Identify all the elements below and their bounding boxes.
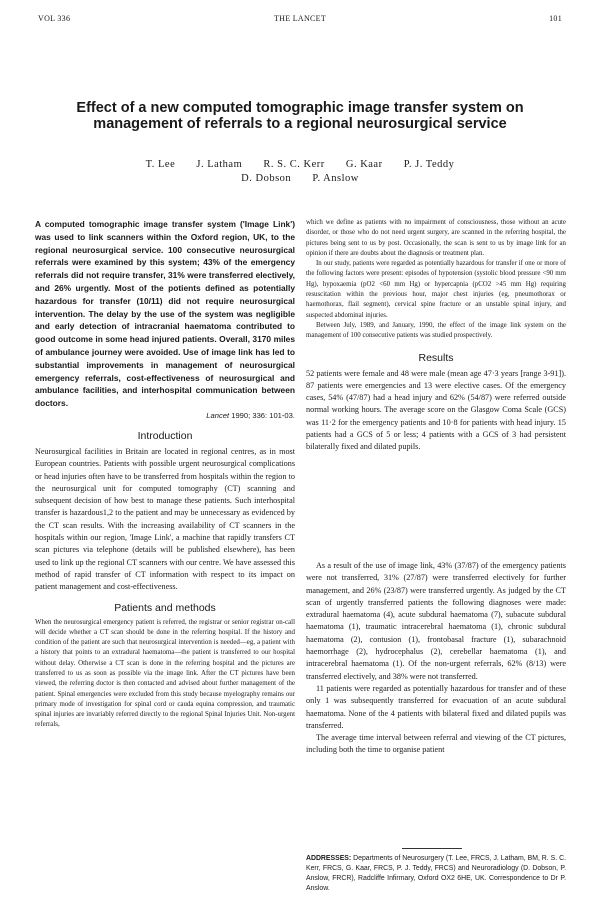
author: D. Dobson — [241, 173, 292, 184]
addresses-label: ADDRESSES: — [306, 855, 352, 862]
author: P. Anslow — [312, 173, 359, 184]
introduction-text: Neurosurgical facilities in Britain are located in regional centres, as in most European countries. Patients with possible urgent neurosurgical complications or head injuries often have to be transferred from hospitals within the region to the neurosurgical unit for computed tomography (CT) scanning and subsequent decision of how best to manage these patients. Such interhospital transfer is hazardous1,2 to the patient and may be unnecessary as evidenced by the CT scan results. With the increasing availability of CT scanners in the hospitals within our region, 'Image Link', a machine that rapidly transfers CT scan pictures via telephone (details will be published elsewhere), has been used to link up the regional CT scanners with our centre. We have assessed this method of rapid transfer of CT information with respect to its impact on patient management and cost-effectiveness. — [35, 446, 295, 592]
footnote-rule — [402, 848, 462, 849]
introduction-heading: Introduction — [137, 429, 193, 442]
addresses-text: Departments of Neurosurgery (T. Lee, FRCS, J. Latham, BM, R. S. C. Kerr, FRCS, G. Kaar, FRCS, P. J. Teddy, FRCS) and Neuroradiology (D. Dobson, P. Anslow, FRCR), Radcliffe Infirmary, Oxford OX2 6HE, UK. Correspondence to Dr P. Anslow. — [306, 855, 566, 892]
citation-journal: Lancet — [206, 410, 230, 420]
author: T. Lee — [145, 159, 176, 170]
results-paragraph: 52 patients were female and 48 were male (mean age 47·3 years [range 3-91]). 87 patients were emergencies and 13 were elective cases. Of the emergency cases, 54% (47/87) had a head injury and 62% (54/87) were referred outside normal working hours. The average score on the Glasgow Coma Scale (GCS) was 11·2 for the emergency patients and 10·8 for patients with head injury. 15 patients had a GCS of 5 or less; 4 patients with a GCS of 3 had persistent bilaterally fixed and dilated pupils. — [306, 368, 566, 452]
paragraph: which we define as patients with no impairment of consciousness, those without an acute disorder, or those who do not need urgent surgery, are scanned in the referring hospital, the pictures being sent to us by post. Occasionally, the scan is sent to us by image link for an opinion if there are doubts about the diagnosis or treatment plan. — [306, 219, 566, 257]
article-title: Effect of a new computed tomographic image transfer system on management of referrals to a regional neurosurgical service — [76, 100, 524, 132]
citation — [35, 410, 295, 422]
left-column — [35, 218, 295, 890]
author-list — [60, 158, 540, 186]
author-line-2 — [60, 172, 540, 186]
results-paragraph: 11 patients were regarded as potentially hazardous for transfer and of these only 1 was subsequently transferred for evacuation of an acute subdural haematoma. None of the 4 patients with bilateral fixed and dilated pupils was transferred. — [306, 683, 566, 730]
results-paragraph: The average time interval between referral and viewing of the CT pictures, including both the time to organise patient — [306, 733, 566, 755]
volume-number: VOL 336 — [38, 14, 71, 23]
abstract: A computed tomographic image transfer system ('Image Link') was used to link scanners within the Oxford region, UK, to the regional neurosurgical service. 100 consecutive neurosurgical referrals were examined by this system; 43% of the emergency referrals did not require transfer, 31% were transferred electively, and 26% urgently. Most of the potients defined as potentially hazardous for transfer (10/11) did not require neurosurgical intervention. The delay by the use of the system was negligible and early detection of intracranial haematoma contributed to good outcome in some head injured patients. Overall, 3170 miles of ambulance journey were avoided. Use of image link has led to substantial improvements in management of neurosurgical emergency referrals, cost-effectiveness of neurosurgical and ambulance facilities, and interhospital communication between doctors. — [35, 219, 295, 409]
author: J. Latham — [196, 159, 243, 170]
paragraph: Between July, 1989, and January, 1990, the effect of the image link system on the management of 100 consecutive patients was studied prospectively. — [306, 321, 566, 340]
author: P. J. Teddy — [403, 159, 455, 170]
addresses — [306, 854, 566, 894]
methods-text: When the neurosurgical emergency patient is referred, the registrar or senior registrar on-call will decide whether a CT scan should be done in the referring hospital. If the history and condition of the patient are such that neurosurgical intervention is needed—eg, a patient with a history that points to an extradural haematoma—the patient is transferred to our hospital without delay. Otherwise a CT scan is done in the referring hospital and the pictures are transferred to us as soon as possible via the image link. After the CT pictures have been viewed, the referring doctor is then contacted and advised about further management of the patient. Spinal emergencies were excluded from this study because myelography remains our primary mode of investigation for spinal cord or cauda equina compression, and traumatic spinal injuries are invariably referred directly to the regional Spinal Injuries Unit. Non-urgent referrals, — [35, 618, 295, 729]
author: G. Kaar — [345, 159, 383, 170]
right-column — [306, 218, 566, 563]
page-number: 101 — [549, 14, 562, 23]
author-line-1 — [60, 158, 540, 172]
journal-name: THE LANCET — [273, 14, 327, 23]
results-paragraph: As a result of the use of image link, 43% (37/87) of the emergency patients were not transferred, 31% (27/87) were transferred electively for further management, and 26% (23/87) were transferred urgently. As judged by the CT scan of urgently transferred patients the following diagnoses were made: extradural haematoma (4), acute subdural haematoma (7), subacute subdural haematoma (1), traumatic intracerebral haematoma (1), chronic subdural haematoma (2), contusion (1), frontobasal fracture (1), subarachnoid haemorrhage (2), hydrocephalus (2), cerebellar haematoma (1), and intracerebral haematoma (1). Of the non-urgent referrals, 62% (8/13) were transferred electively, and 38% were not transferred. — [306, 561, 566, 681]
paragraph: In our study, patients were regarded as potentially hazardous for transfer if one or more of the following factors were present: episodes of hypotension (systolic blood pressure <90 mm Hg), hypoxaemia (pO2 <60 mm Hg) or hypercapnia (pCO2 >45 mm Hg) requiring resuscitation within the previous hour, major chest injuries (eg, pneumothorax or haemothorax, flail segment), cervical spine fracture or an unstable spinal injury, and suspected abdominal injuries. — [306, 260, 566, 319]
addresses-block — [306, 854, 566, 902]
methods-heading: Patients and methods — [114, 601, 216, 614]
author: R. S. C. Kerr — [263, 159, 325, 170]
results-heading: Results — [418, 351, 454, 364]
citation-ref: 1990; 336: 101-03. — [231, 410, 295, 420]
right-column-continued — [306, 560, 566, 842]
